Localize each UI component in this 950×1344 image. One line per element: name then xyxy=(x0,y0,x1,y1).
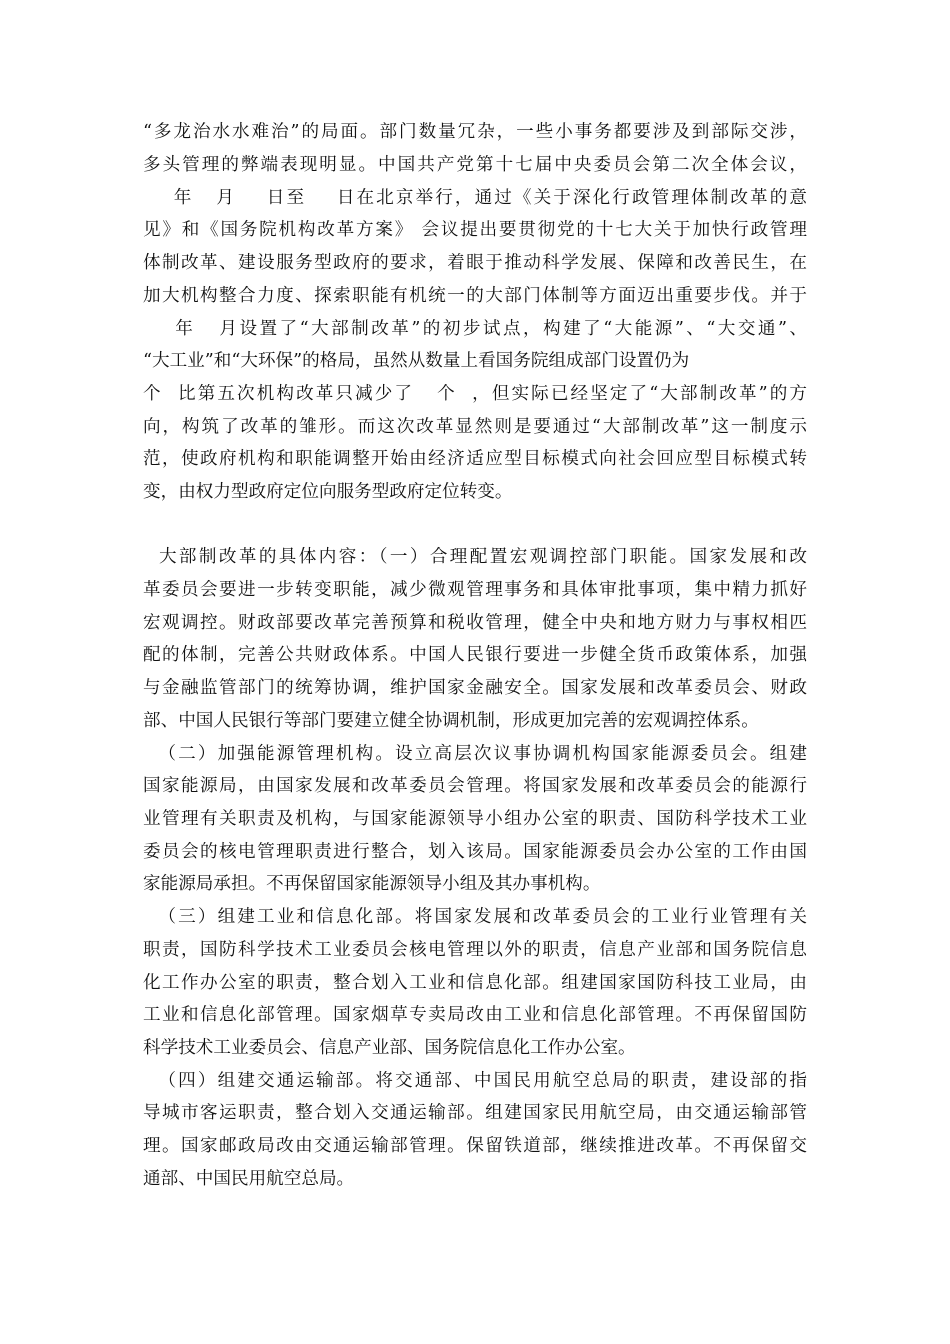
text-line: 科学技术工业委员会、信息产业部、国务院信息化工作办公室。 xyxy=(143,1038,636,1058)
text-line: 多头管理的弊端表现明显。中国共产党第十七届中央委员会第二次全体会议， xyxy=(143,155,807,175)
text-line: 宏观调控。财政部要改革完善预算和税收管理，健全中央和地方财力与事权相匹 xyxy=(143,613,807,633)
text-line: （三）组建工业和信息化部。将国家发展和改革委员会的工业行业管理有关 xyxy=(143,907,807,927)
text-line: 年 月设置了“大部制改革”的初步试点，构建了“大能源”、“大交通”、 xyxy=(143,319,807,339)
text-line: 个 比第五次机构改革只减少了 个 ，但实际已经坚定了“大部制改革”的方 xyxy=(143,384,807,404)
text-line: 业管理有关职责及机构，与国家能源领导小组办公室的职责、国防科学技术工业 xyxy=(143,809,807,829)
text-line: 理。国家邮政局改由交通运输部管理。保留铁道部，继续推进改革。不再保留交 xyxy=(143,1136,807,1156)
text-line: “大工业”和“大环保”的格局，虽然从数量上看国务院组成部门设置仍为 xyxy=(143,351,690,371)
text-line: 向，构筑了改革的雏形。而这次改革显然则是要通过“大部制改革”这一制度示 xyxy=(143,417,807,437)
text-line: 化工作办公室的职责，整合划入工业和信息化部。组建国家国防科技工业局，由 xyxy=(143,973,807,993)
text-line: 见》和《国务院机构改革方案》 会议提出要贯彻党的十七大关于加快行政管理 xyxy=(143,220,807,240)
text-line: 与金融监管部门的统筹协调，维护国家金融安全。国家发展和改革委员会、财政 xyxy=(143,678,807,698)
text-line: 变，由权力型政府定位向服务型政府定位转变。 xyxy=(143,482,513,502)
text-line: （四）组建交通运输部。将交通部、中国民用航空总局的职责，建设部的指 xyxy=(143,1071,807,1091)
text-line: 职责，国防科学技术工业委员会核电管理以外的职责，信息产业部和国务院信息 xyxy=(143,940,807,960)
text-line: 国家能源局，由国家发展和改革委员会管理。将国家发展和改革委员会的能源行 xyxy=(143,776,807,796)
text-line: 家能源局承担。不再保留国家能源领导小组及其办事机构。 xyxy=(143,874,601,894)
text-line: （二）加强能源管理机构。设立高层次议事协调机构国家能源委员会。组建 xyxy=(143,744,807,764)
text-line: 配的体制，完善公共财政体系。中国人民银行要进一步健全货币政策体系，加强 xyxy=(143,645,807,665)
text-line: 年 月 日至 日在北京举行，通过《关于深化行政管理体制改革的意 xyxy=(143,188,807,208)
text-line: “多龙治水水难治”的局面。部门数量冗杂，一些小事务都要涉及到部际交涉， xyxy=(143,122,807,142)
text-line: 部、中国人民银行等部门要建立健全协调机制，形成更加完善的宏观调控体系。 xyxy=(143,711,759,731)
text-line: 大部制改革的具体内容：（一）合理配置宏观调控部门职能。国家发展和改 xyxy=(143,547,807,567)
text-line: 革委员会要进一步转变职能，减少微观管理事务和具体审批事项，集中精力抓好 xyxy=(143,580,807,600)
text-line: 加大机构整合力度、探索职能有机统一的大部门体制等方面迈出重要步伐。并于 xyxy=(143,286,807,306)
text-line: 导城市客运职责，整合划入交通运输部。组建国家民用航空局，由交通运输部管 xyxy=(143,1103,807,1123)
text-line: 通部、中国民用航空总局。 xyxy=(143,1169,355,1189)
text-line: 委员会的核电管理职责进行整合，划入该局。国家能源委员会办公室的工作由国 xyxy=(143,842,807,862)
text-line: 工业和信息化部管理。国家烟草专卖局改由工业和信息化部管理。不再保留国防 xyxy=(143,1005,807,1025)
text-line: 体制改革、建设服务型政府的要求，着眼于推动科学发展、保障和改善民生，在 xyxy=(143,253,807,273)
text-line: 范，使政府机构和职能调整开始由经济适应型目标模式向社会回应型目标模式转 xyxy=(143,449,807,469)
